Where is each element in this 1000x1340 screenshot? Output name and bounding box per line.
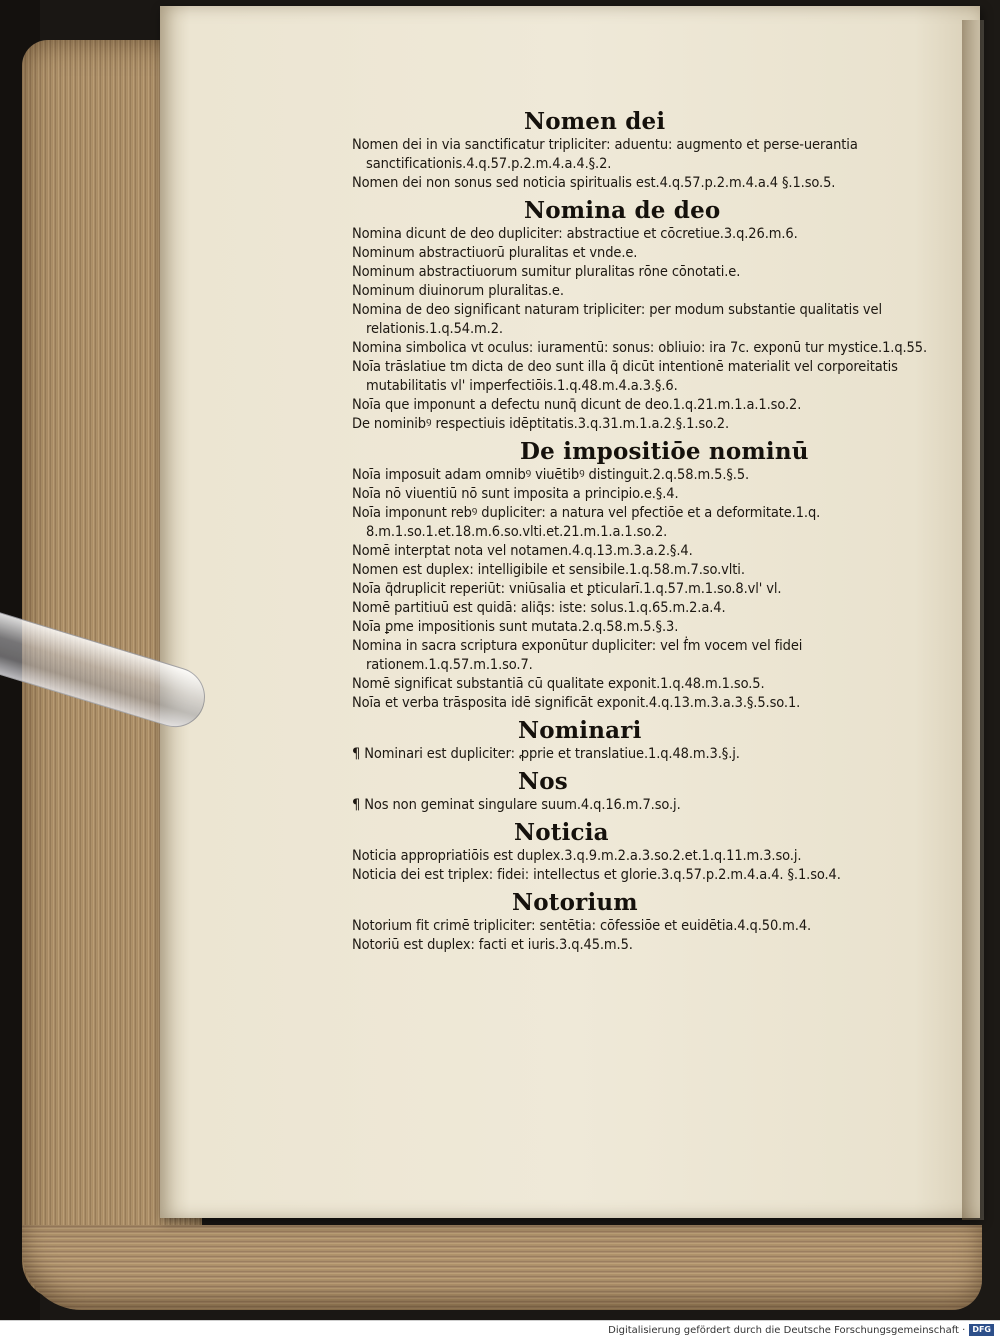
index-entry: Nomina in sacra scriptura exponūtur dupliciter: vel ḟm vocem vel fidei rationem.1.q.57.m.1.so.7.: [352, 638, 803, 673]
index-entry: Nomē interptat nota vel notamen.4.q.13.m.3.a.2.§.4.: [352, 543, 693, 559]
index-entry: Noīa et verba trāsposita idē significāt exponit.4.q.13.m.3.a.3.§.5.so.1.: [352, 695, 801, 711]
section-heading: Nominari: [518, 717, 642, 744]
section-heading: Notorium: [512, 889, 638, 916]
section-heading: De impositiōe nominū: [520, 438, 809, 465]
index-entry: Noīa imponunt rebꝰ dupliciter: a natura vel pfectiōe et a deformitate.1.q. 8.m.1.so.1.et.18.m.6.so.vlti.et.21.m.1.a.1.so.2.: [352, 505, 821, 540]
section-heading: Nomen dei: [524, 108, 666, 135]
dfg-logo: DFG: [969, 1324, 994, 1336]
index-entry: Nomina dicunt de deo dupliciter: abstractiue et cōcretiue.3.q.26.m.6.: [352, 226, 798, 242]
index-entry: ¶ Nominari est dupliciter: ꝓprie et translatiue.1.q.48.m.3.§.j.: [352, 746, 740, 762]
index-entry: Notorium fit crimē tripliciter: sentētia: cōfessiōe et euidētia.4.q.50.m.4.: [352, 918, 812, 934]
index-entry: Noīa imposuit adam omnibꝰ viuētibꝰ distinguit.2.q.58.m.5.§.5.: [352, 467, 750, 483]
index-entry: Noticia dei est triplex: fidei: intellectus et glorie.3.q.57.p.2.m.4.a.4. §.1.so.4.: [352, 867, 841, 883]
book-bottom-edge: [22, 1225, 982, 1310]
funding-note: Digitalisierung gefördert durch die Deutsche Forschungsgemeinschaft ·: [608, 1325, 966, 1336]
index-entry: Nominum abstractiuorū pluralitas et vnde.e.: [352, 245, 638, 261]
index-entry: De nominibꝰ respectiuis idēptitatis.3.q.31.m.1.a.2.§.1.so.2.: [352, 416, 729, 432]
section-heading: Nomina de deo: [524, 197, 721, 224]
index-entry: Noīa nō viuentiū nō sunt imposita a principio.e.§.4.: [352, 486, 679, 502]
index-entry: Noīa ꝑme impositionis sunt mutata.2.q.58.m.5.§.3.: [352, 619, 679, 635]
section-heading: Noticia: [514, 819, 609, 846]
index-entry: Nomē significat substantiā cū qualitate exponit.1.q.48.m.1.so.5.: [352, 676, 765, 692]
index-entry: Notoriū est duplex: facti et iuris.3.q.45.m.5.: [352, 937, 633, 953]
index-entry: Noticia appropriatiōis est duplex.3.q.9.m.2.a.3.so.2.et.1.q.11.m.3.so.j.: [352, 848, 802, 864]
section-heading: Nos: [518, 768, 568, 795]
index-entry: Noīa que imponunt a defectu nunq̄ dicunt de deo.1.q.21.m.1.a.1.so.2.: [352, 397, 802, 413]
index-entry: Nomina simbolica vt oculus: iuramentū: sonus: obliuio: ira 7c. exponū tur mystice.1.q.55.: [352, 340, 927, 356]
index-entry: Noīa q̄druplicit reperiūt: vniūsalia et ꝑticularī.1.q.57.m.1.so.8.vl' vl.: [352, 581, 782, 597]
index-entry: Nomen est duplex: intelligibile et sensibile.1.q.58.m.7.so.vlti.: [352, 562, 745, 578]
index-text: [352, 104, 932, 955]
index-entry: Nomen dei non sonus sed noticia spiritualis est.4.q.57.p.2.m.4.a.4 §.1.so.5.: [352, 175, 836, 191]
index-entry: Nominum diuinorum pluralitas.e.: [352, 283, 564, 299]
index-entry: Nomē partitiuū est quidā: aliq̄s: iste: solus.1.q.65.m.2.a.4.: [352, 600, 726, 616]
index-entry: Nominum abstractiuorum sumitur pluralitas rōne cōnotati.e.: [352, 264, 741, 280]
index-entry: ¶ Nos non geminat singulare suum.4.q.16.m.7.so.j.: [352, 797, 681, 813]
index-entry: Nomina de deo significant naturam tripliciter: per modum substantie qualitatis vel relationis.1.q.54.m.2.: [352, 302, 883, 337]
index-entry: Noīa trāslatiue tm dicta de deo sunt illa q̄ dicūt intentionē materialit vel corporeitatis mutabilitatis vl' imperfectiōis.1.q.48.m.4.a.3.§.6.: [352, 359, 898, 394]
index-entry: Nomen dei in via sanctificatur tripliciter: aduentu: augmento et perse-uerantia sanctificationis.4.q.57.p.2.m.4.a.4.§.2.: [352, 137, 858, 172]
digitization-footer: [0, 1320, 1000, 1340]
page-gutter: [962, 20, 984, 1220]
